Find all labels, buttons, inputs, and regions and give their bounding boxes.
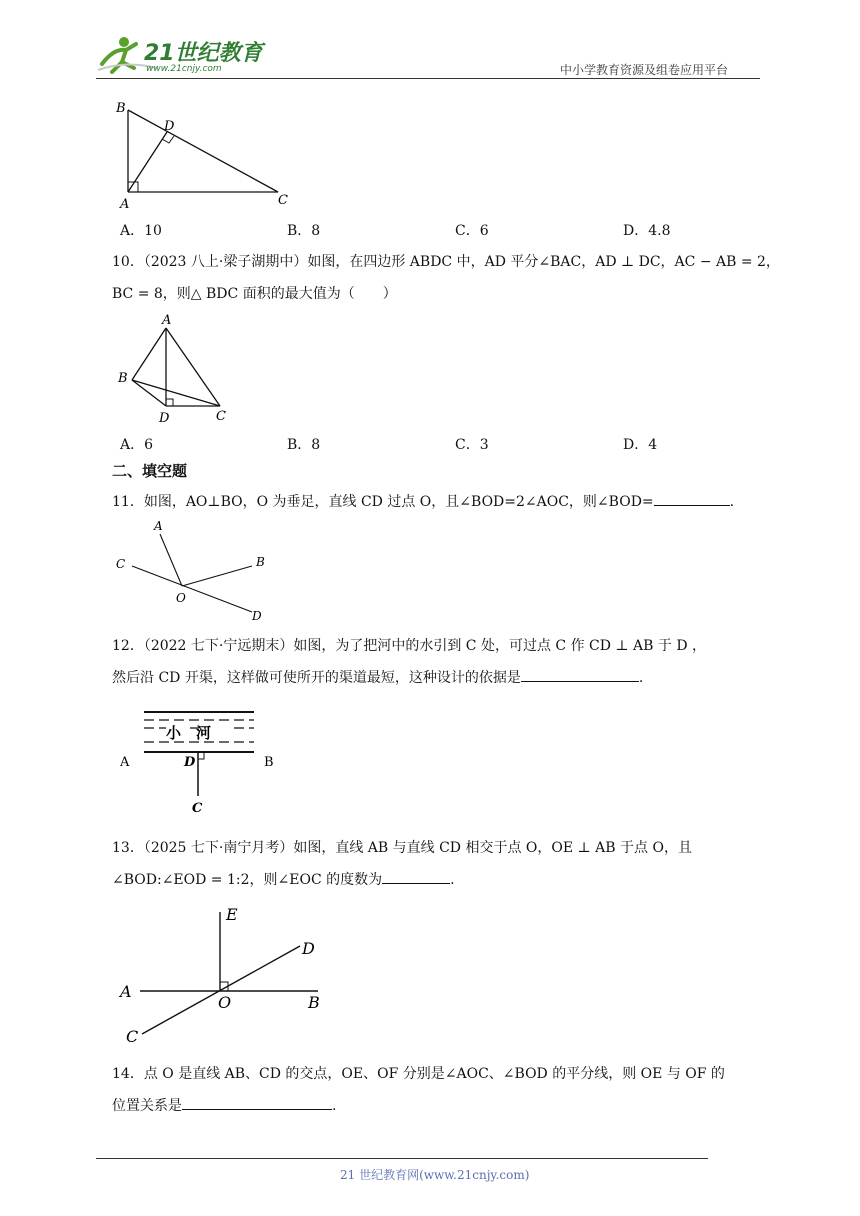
q14-answer-blank[interactable] — [182, 1095, 332, 1110]
q10-option-a[interactable]: A．6 — [120, 437, 154, 453]
q11-text-before: 11．如图，AO⊥BO，O 为垂足，直线 CD 过点 O，且∠BOD=2∠AOC，则∠BOD= — [112, 494, 654, 510]
header-platform-text: 中小学教育资源及组卷应用平台 — [560, 63, 729, 77]
q9-label-a: A — [120, 197, 130, 212]
q13-label-b: B — [308, 993, 320, 1012]
q9-label-c: C — [278, 193, 288, 208]
q12-text-before: 然后沿 CD 开渠，这样做可使所开的渠道最短，这种设计的依据是 — [112, 670, 521, 686]
q11-figure — [112, 516, 272, 626]
q10-label-d: D — [159, 411, 170, 426]
q12-label-c: C — [192, 801, 203, 816]
site-logo — [96, 34, 266, 78]
q10-label-a: A — [162, 313, 172, 328]
q12-text-line1: 12．（2022 七下·宁远期末）如图，为了把河中的水引到 C 处，可过点 C 作 CD ⊥ AB 于 D ， — [112, 638, 706, 654]
q13-label-o: O — [218, 993, 232, 1012]
q12-text-after: . — [638, 670, 644, 686]
q12-text-line2 — [112, 666, 643, 690]
q9-label-b: B — [116, 101, 126, 116]
q12-label-a: A — [120, 755, 130, 770]
q12-river-label: 小 河 — [166, 724, 212, 742]
q9-option-c[interactable]: C．6 — [455, 223, 489, 239]
q9-option-d[interactable]: D．4.8 — [623, 223, 671, 239]
q10-text-line1: 10．（2023 八上·梁子湖期中）如图，在四边形 ABDC 中，AD 平分∠BAC，AD ⊥ DC，AC − AB = 2， — [112, 254, 780, 270]
q13-text-before: ∠BOD:∠EOD = 1:2，则∠EOC 的度数为 — [112, 872, 383, 888]
q10-label-c: C — [216, 409, 226, 424]
q10-figure — [112, 310, 242, 426]
footer-text[interactable]: 21 世纪教育网(www.21cnjy.com) — [340, 1168, 530, 1182]
q11-label-b: B — [256, 555, 265, 569]
q14-text-after: . — [332, 1098, 337, 1114]
q12-label-d: D — [184, 755, 196, 770]
q11-answer-blank[interactable] — [654, 491, 730, 506]
q14-text-before: 位置关系是 — [112, 1098, 182, 1114]
logo-text: 21世纪教育 — [144, 41, 263, 66]
q13-answer-blank[interactable] — [382, 869, 450, 884]
section-title-fill-blank: 二、填空题 — [112, 462, 188, 480]
q11-label-a: A — [154, 519, 163, 533]
q11-label-o: O — [176, 591, 186, 605]
q9-option-a[interactable]: A．10 — [120, 223, 162, 239]
q14-text-line2 — [112, 1094, 336, 1118]
q12-figure — [116, 704, 286, 816]
q10-option-c[interactable]: C．3 — [455, 437, 489, 453]
q9-figure — [110, 96, 300, 212]
q13-text-line1: 13．（2025 七下·南宁月考）如图，直线 AB 与直线 CD 相交于点 O，OE ⊥ AB 于点 O，且 — [112, 840, 692, 856]
q9-label-d: D — [164, 119, 175, 134]
q10-text-line2: BC = 8，则△ BDC 面积的最大值为（ ） — [112, 286, 397, 302]
q12-answer-blank[interactable] — [521, 667, 639, 682]
q13-label-c: C — [126, 1027, 139, 1046]
q12-label-b: B — [264, 755, 274, 770]
q13-text-after: . — [450, 872, 455, 888]
footer-divider — [96, 1158, 708, 1159]
q13-label-d: D — [302, 939, 315, 958]
logo-url: www.21cnjy.com — [146, 64, 222, 74]
q14-text-line1: 14．点 O 是直线 AB、CD 的交点，OE、OF 分别是∠AOC、∠BOD 的平分线，则 OE 与 OF 的 — [112, 1066, 725, 1082]
q13-text-line2 — [112, 868, 455, 892]
q13-label-e: E — [226, 905, 238, 924]
q10-option-b[interactable]: B．8 — [287, 437, 321, 453]
q10-option-d[interactable]: D．4 — [623, 437, 658, 453]
q13-figure — [112, 904, 332, 1046]
q11-text — [112, 490, 734, 514]
q11-label-d: D — [252, 609, 262, 623]
q11-label-c: C — [116, 557, 126, 571]
q11-text-after: . — [729, 494, 735, 510]
q13-label-a: A — [120, 982, 132, 1001]
q10-label-b: B — [118, 371, 128, 386]
header-divider — [96, 78, 760, 79]
q9-option-b[interactable]: B．8 — [287, 223, 321, 239]
